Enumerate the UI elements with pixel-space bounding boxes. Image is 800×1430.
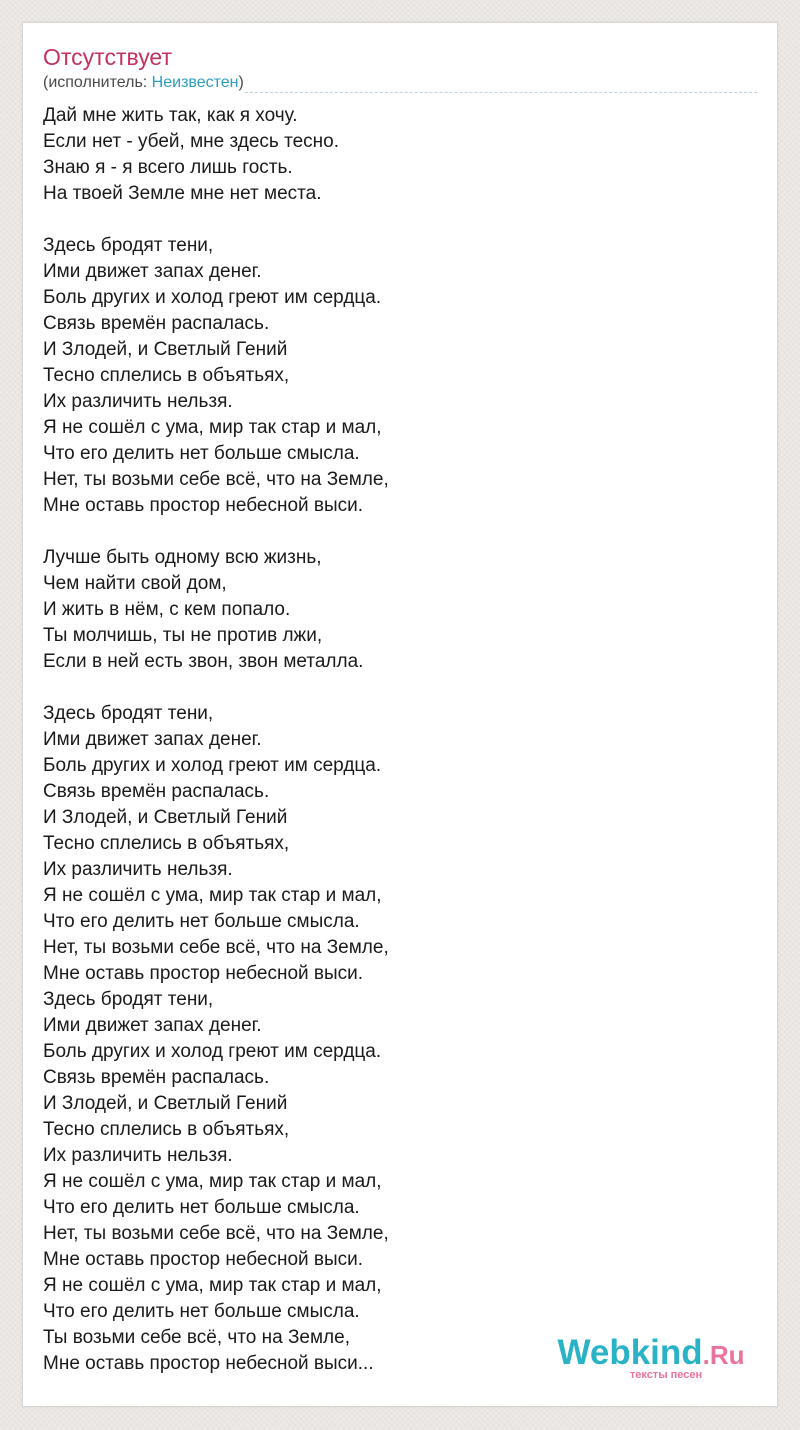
lyric-line: Их различить нельзя. (43, 1145, 233, 1166)
lyric-line: Знаю я - я всего лишь гость. (43, 157, 293, 178)
lyric-line: Тесно сплелись в объятьях, (43, 365, 290, 386)
lyric-line: И Злодей, и Светлый Гений (43, 807, 288, 828)
lyric-line: Ты молчишь, ты не против лжи, (43, 625, 323, 646)
lyric-line: Что его делить нет больше смысла. (43, 1197, 360, 1218)
lyric-line: Их различить нельзя. (43, 859, 233, 880)
lyric-line: Боль других и холод греют им сердца. (43, 755, 382, 776)
lyric-line: Мне оставь простор небесной выси. (43, 963, 364, 984)
lyric-line: Что его делить нет больше смысла. (43, 443, 360, 464)
lyrics-card (22, 22, 778, 1407)
lyrics-stanza (43, 701, 743, 1377)
lyric-line: Если нет - убей, мне здесь тесно. (43, 131, 339, 152)
title-divider (245, 92, 757, 93)
logo-domain-text: .Ru (702, 1340, 745, 1370)
logo-wordmark (551, 1335, 751, 1373)
lyric-line: Здесь бродят тени, (43, 703, 214, 724)
lyric-line: Ими движет запах денег. (43, 1015, 262, 1036)
lyric-line: Нет, ты возьми себе всё, что на Земле, (43, 469, 389, 490)
lyric-line: Что его делить нет больше смысла. (43, 1301, 360, 1322)
lyric-line: Ты возьми себе всё, что на Земле, (43, 1327, 350, 1348)
lyrics-stanza (43, 545, 743, 675)
lyric-line: Мне оставь простор небесной выси. (43, 495, 364, 516)
lyric-line: Я не сошёл с ума, мир так стар и мал, (43, 1171, 382, 1192)
lyric-line: Дай мне жить так, как я хочу. (43, 105, 298, 126)
song-title: Отсутствует (43, 44, 172, 70)
lyric-line: Я не сошёл с ума, мир так стар и мал, (43, 885, 382, 906)
lyric-line: Тесно сплелись в объятьях, (43, 1119, 290, 1140)
lyric-line: Боль других и холод греют им сердца. (43, 287, 382, 308)
lyric-line: Нет, ты возьми себе всё, что на Земле, (43, 1223, 389, 1244)
artist-suffix: ) (238, 74, 244, 91)
lyric-line: И Злодей, и Светлый Гений (43, 339, 288, 360)
site-logo[interactable] (551, 1335, 751, 1380)
lyric-line: Здесь бродят тени, (43, 989, 214, 1010)
lyric-line: Связь времён распалась. (43, 1067, 270, 1088)
lyric-line: Нет, ты возьми себе всё, что на Земле, (43, 937, 389, 958)
artist-prefix: (исполнитель: (43, 74, 152, 91)
lyrics-stanza (43, 233, 743, 519)
lyric-line: Ими движет запах денег. (43, 729, 262, 750)
lyric-line: Их различить нельзя. (43, 391, 233, 412)
lyric-line: Здесь бродят тени, (43, 235, 214, 256)
lyric-line: Мне оставь простор небесной выси. (43, 1249, 364, 1270)
lyric-line: Что его делить нет больше смысла. (43, 911, 360, 932)
lyric-line: Чем найти свой дом, (43, 573, 227, 594)
lyric-line: Связь времён распалась. (43, 781, 270, 802)
logo-tagline: тексты песен (629, 1369, 703, 1381)
lyric-line: Боль других и холод греют им сердца. (43, 1041, 382, 1062)
lyric-line: Я не сошёл с ума, мир так стар и мал, (43, 417, 382, 438)
lyric-line: Ими движет запах денег. (43, 261, 262, 282)
lyrics-stanza (43, 103, 743, 207)
lyric-line: И жить в нём, с кем попало. (43, 599, 291, 620)
lyric-line: Мне оставь простор небесной выси... (43, 1353, 374, 1374)
lyric-line: Если в ней есть звон, звон металла. (43, 651, 364, 672)
lyric-line: Связь времён распалась. (43, 313, 270, 334)
lyrics-body (43, 103, 743, 1377)
lyric-line: На твоей Земле мне нет места. (43, 183, 322, 204)
lyric-line: Лучше быть одному всю жизнь, (43, 547, 322, 568)
lyric-line: Тесно сплелись в объятьях, (43, 833, 290, 854)
artist-link[interactable]: Неизвестен (151, 74, 239, 91)
lyric-line: И Злодей, и Светлый Гений (43, 1093, 288, 1114)
lyric-line: Я не сошёл с ума, мир так стар и мал, (43, 1275, 382, 1296)
logo-main-text: Webkind (557, 1333, 703, 1372)
artist-line (43, 74, 244, 92)
